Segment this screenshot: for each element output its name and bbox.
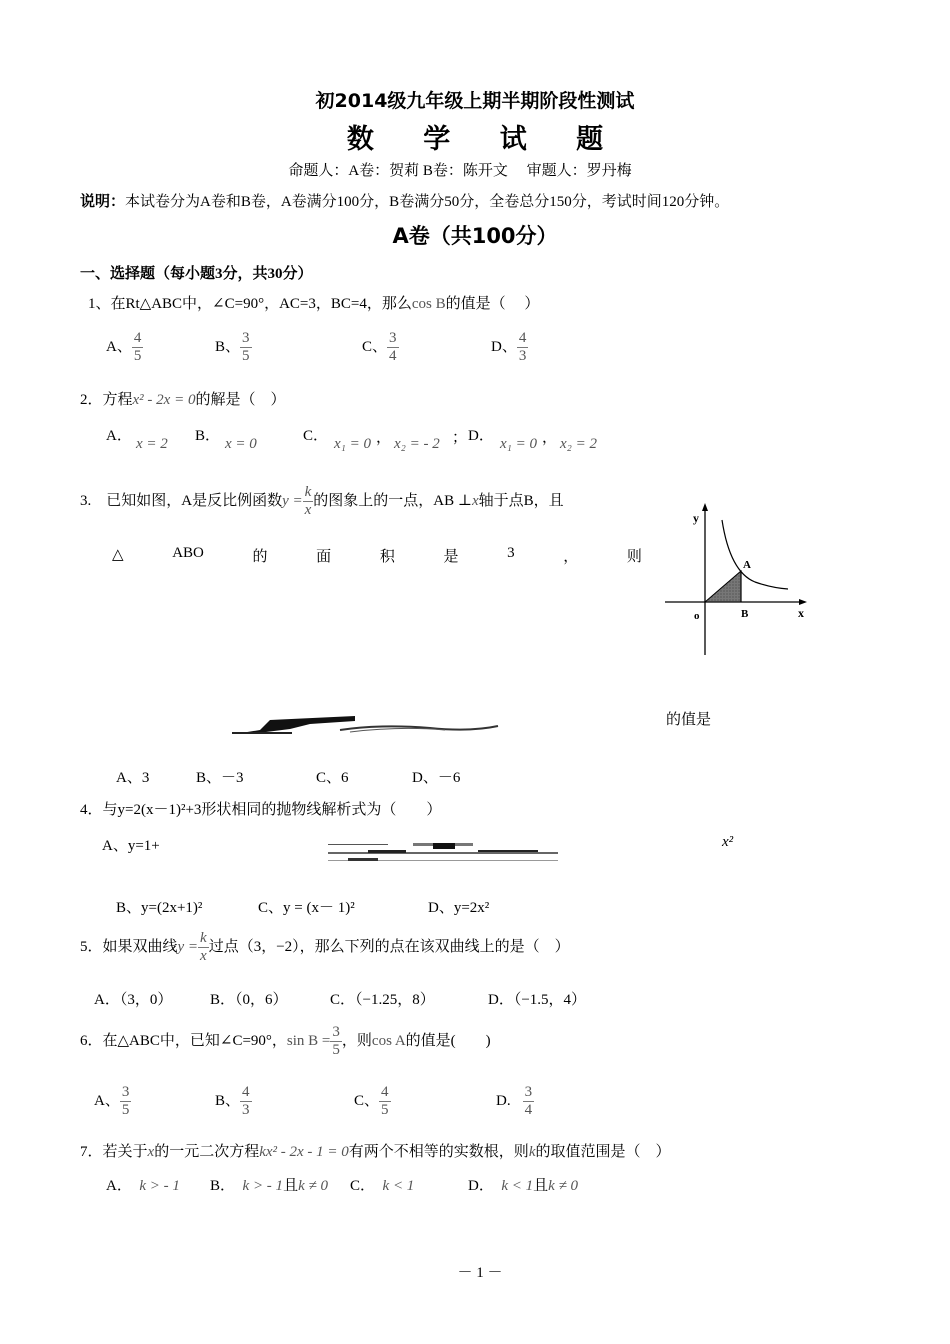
numerator: k [304,484,312,500]
option-label: C、 [362,338,388,355]
instructions-label: 说明： [80,194,126,210]
q6-option-c [354,1084,391,1119]
q3-y: y = [282,492,303,509]
q5-y: y = [177,938,199,955]
fraction [379,1084,391,1119]
q3-word: ABO [172,545,204,561]
fraction [240,330,252,365]
q2-option-c-math1: x₁ = 0 [334,436,371,452]
q1-option-a [106,330,143,365]
q2-option-d-math2: x₂ = 2 [560,436,597,452]
q1-option-d [491,330,528,365]
option-label: B． [210,1178,228,1194]
q5-fraction [198,930,209,965]
q7-text: 7．若关于 [80,1144,148,1160]
q3-option-d: D、－6 [412,770,461,786]
numerator: 3 [332,1024,340,1040]
denominator: 5 [242,348,250,364]
q3-graph [660,500,810,660]
q6-option-b [215,1084,252,1119]
q5-option-b: B．（0，6） [210,992,288,1008]
scan-artifact [328,840,560,866]
q7-text2: 的一元二次方程 [154,1144,260,1160]
q2-option-d: D． [468,428,494,444]
q3-line2 [112,545,642,566]
q2-equation: x² - 2x = 0 [132,392,196,408]
scan-artifact [230,712,502,738]
q5-stem [80,930,570,965]
fraction [523,1084,535,1119]
y-label: y [693,511,699,525]
denominator: x [200,948,207,964]
q3-text3: 轴于点B，且 [478,492,564,509]
q3-x: x [472,492,479,509]
point-b-label: B [741,608,749,620]
option-math: k < 1 [382,1178,415,1194]
q2-option-b-math: x = 0 [225,436,257,452]
q6-tail: 的值是( ) [405,1032,491,1049]
origin-label: o [694,610,700,622]
numerator: 3 [524,1084,533,1100]
q4-option-b: B、y=(2x+1)² [116,900,203,916]
q3-word: 是 [443,549,459,565]
q3-word: 3 [507,545,515,561]
numerator: 4 [242,1084,250,1100]
q7-option-d [468,1174,578,1195]
exam-title: 初2014级九年级上期半期阶段性测试 [315,90,635,112]
q3-word: ， [563,549,579,565]
q2-option-c-math2: x₂ = - 2 [394,436,440,452]
q4-option-d: D、y=2x² [428,900,490,916]
option-math2: k ≠ 0 [548,1178,579,1194]
q2-comma: ， [542,430,558,446]
y-arrow [702,503,708,511]
denominator: 4 [389,348,397,364]
q2-option-a-math: x = 2 [136,436,168,452]
q7-equation: kx² - 2x - 1 = 0 [259,1144,349,1160]
denominator: 3 [242,1102,250,1118]
q3-fraction [303,484,314,519]
denominator: 5 [133,348,142,364]
fraction [517,330,529,365]
q1-option-b [215,330,252,365]
numerator: 4 [381,1084,389,1100]
option-math: k < 1 [501,1178,534,1194]
fraction [120,1084,132,1119]
q1-tail: 的值是（ ） [445,296,540,312]
q7-k: k [528,1144,536,1160]
option-label: C、 [354,1092,380,1109]
q7-stem [80,1140,671,1161]
q3-text: 3. 已知如图，A是反比例函数 [80,492,283,509]
q6-text: 6．在△ABC中，已知∠C=90°， [80,1032,287,1049]
q7-option-a [106,1174,180,1195]
denominator: 3 [518,348,527,364]
q2-option-a: A． [106,428,132,444]
fraction [240,1084,252,1119]
q7-option-c [350,1174,414,1195]
option-label: A． [106,1178,125,1194]
denominator: x [304,502,312,518]
q4-option-c: C、y = (x－ 1)² [258,900,355,916]
x-arrow [799,599,807,605]
option-label: D． [468,1178,487,1194]
q3-option-a: A、3 [116,770,150,786]
numerator: 3 [242,330,250,346]
q6-stem [80,1024,491,1059]
q3-word: 积 [379,549,395,565]
q1-text: 1、在Rt△ABC中，∠C=90°，AC=3，BC=4，那么 [88,296,412,312]
denominator: 5 [332,1042,340,1058]
q6-text2: ，则 [341,1032,372,1049]
q2-comma: ， [376,430,392,446]
q6-cos: cos A [371,1032,406,1049]
q3-option-b: B、－3 [196,770,244,786]
fraction [132,330,144,365]
part-one-heading: 一、选择题（每小题3分，共30分） [80,266,313,282]
option-math: k > - 1 [242,1178,284,1194]
q5-option-c: C．（−1.25，8） [330,992,435,1008]
denominator: 4 [524,1102,533,1118]
authors-line: 命题人：A卷：贺莉 B卷：陈开文 审题人：罗丹梅 [288,163,632,179]
numerator: 3 [121,1084,130,1100]
triangle-abo [705,571,741,602]
q1-option-c [362,330,399,365]
option-label: C． [350,1178,368,1194]
q7-and: 且 [283,1178,299,1194]
q5-option-a: A．（3，0） [94,992,173,1008]
q2-option-c: C． [303,428,329,444]
denominator: 5 [121,1102,130,1118]
q2-tail: 的解是（ ） [195,392,286,408]
q6-option-d [496,1084,534,1119]
q3-word: 的 [252,549,268,565]
numerator: k [200,930,207,946]
q3-option-c: C、6 [316,770,349,786]
q2-stem [80,388,285,409]
q1-stem [88,292,539,313]
numerator: 3 [389,330,397,346]
numerator: 4 [133,330,142,346]
q3-word: 则 [626,549,642,565]
q3-word: 面 [316,549,332,565]
option-label: B、 [215,338,241,355]
q5-text: 5．如果双曲线 [80,938,178,955]
instructions [80,190,729,211]
q3-tail: 的值是 [666,712,712,728]
q4-stem: 4．与y=2(x－1)²+3形状相同的抛物线解析式为（ ） [80,802,442,818]
q2-option-b: B． [195,428,221,444]
q4-option-a-x2: x² [722,834,734,850]
q6-fraction [330,1024,342,1059]
option-label: B、 [215,1092,241,1109]
subject-title: 数 学 试 题 [346,124,624,155]
q3-stem [80,484,564,519]
q2-option-d-math1: x₁ = 0 [500,436,537,452]
q2-semicolon: ； [452,430,468,446]
q3-word: △ [112,547,124,563]
q2-text: 2．方程 [80,392,133,408]
instructions-text: 本试卷分为A卷和B卷，A卷满分100分，B卷满分50分，全卷总分150分，考试时间120分钟。 [125,194,730,210]
page-number: － 1 － [457,1265,503,1281]
q7-x: x [147,1144,155,1160]
q7-text3: 有两个不相等的实数根，则 [348,1144,529,1160]
q7-text4: 的取值范围是（ ） [535,1144,671,1160]
q6-sin: sin B = [286,1032,331,1049]
q1-math: cos B [411,296,446,312]
option-label: A、 [106,338,132,355]
point-a-label: A [743,559,751,571]
numerator: 4 [518,330,527,346]
option-label: D、 [491,338,517,355]
q7-option-b [210,1174,328,1195]
option-label: A、 [94,1092,120,1109]
q6-option-a [94,1084,131,1119]
section-a-title: A卷（共100分） [392,224,558,248]
q3-text2: 的图象上的一点，AB ⊥ [313,492,472,509]
q5-option-d: D．（−1.5，4） [488,992,587,1008]
q4-option-a: A、y=1+ [102,838,160,854]
denominator: 5 [381,1102,389,1118]
fraction [387,330,399,365]
option-math2: k ≠ 0 [298,1178,328,1194]
option-label: D. [496,1092,511,1109]
q7-and: 且 [533,1178,549,1194]
q5-text2: 过点（3，−2），那么下列的点在该双曲线上的是（ ） [208,938,570,955]
x-label: x [798,606,804,620]
option-math: k > - 1 [139,1178,180,1194]
